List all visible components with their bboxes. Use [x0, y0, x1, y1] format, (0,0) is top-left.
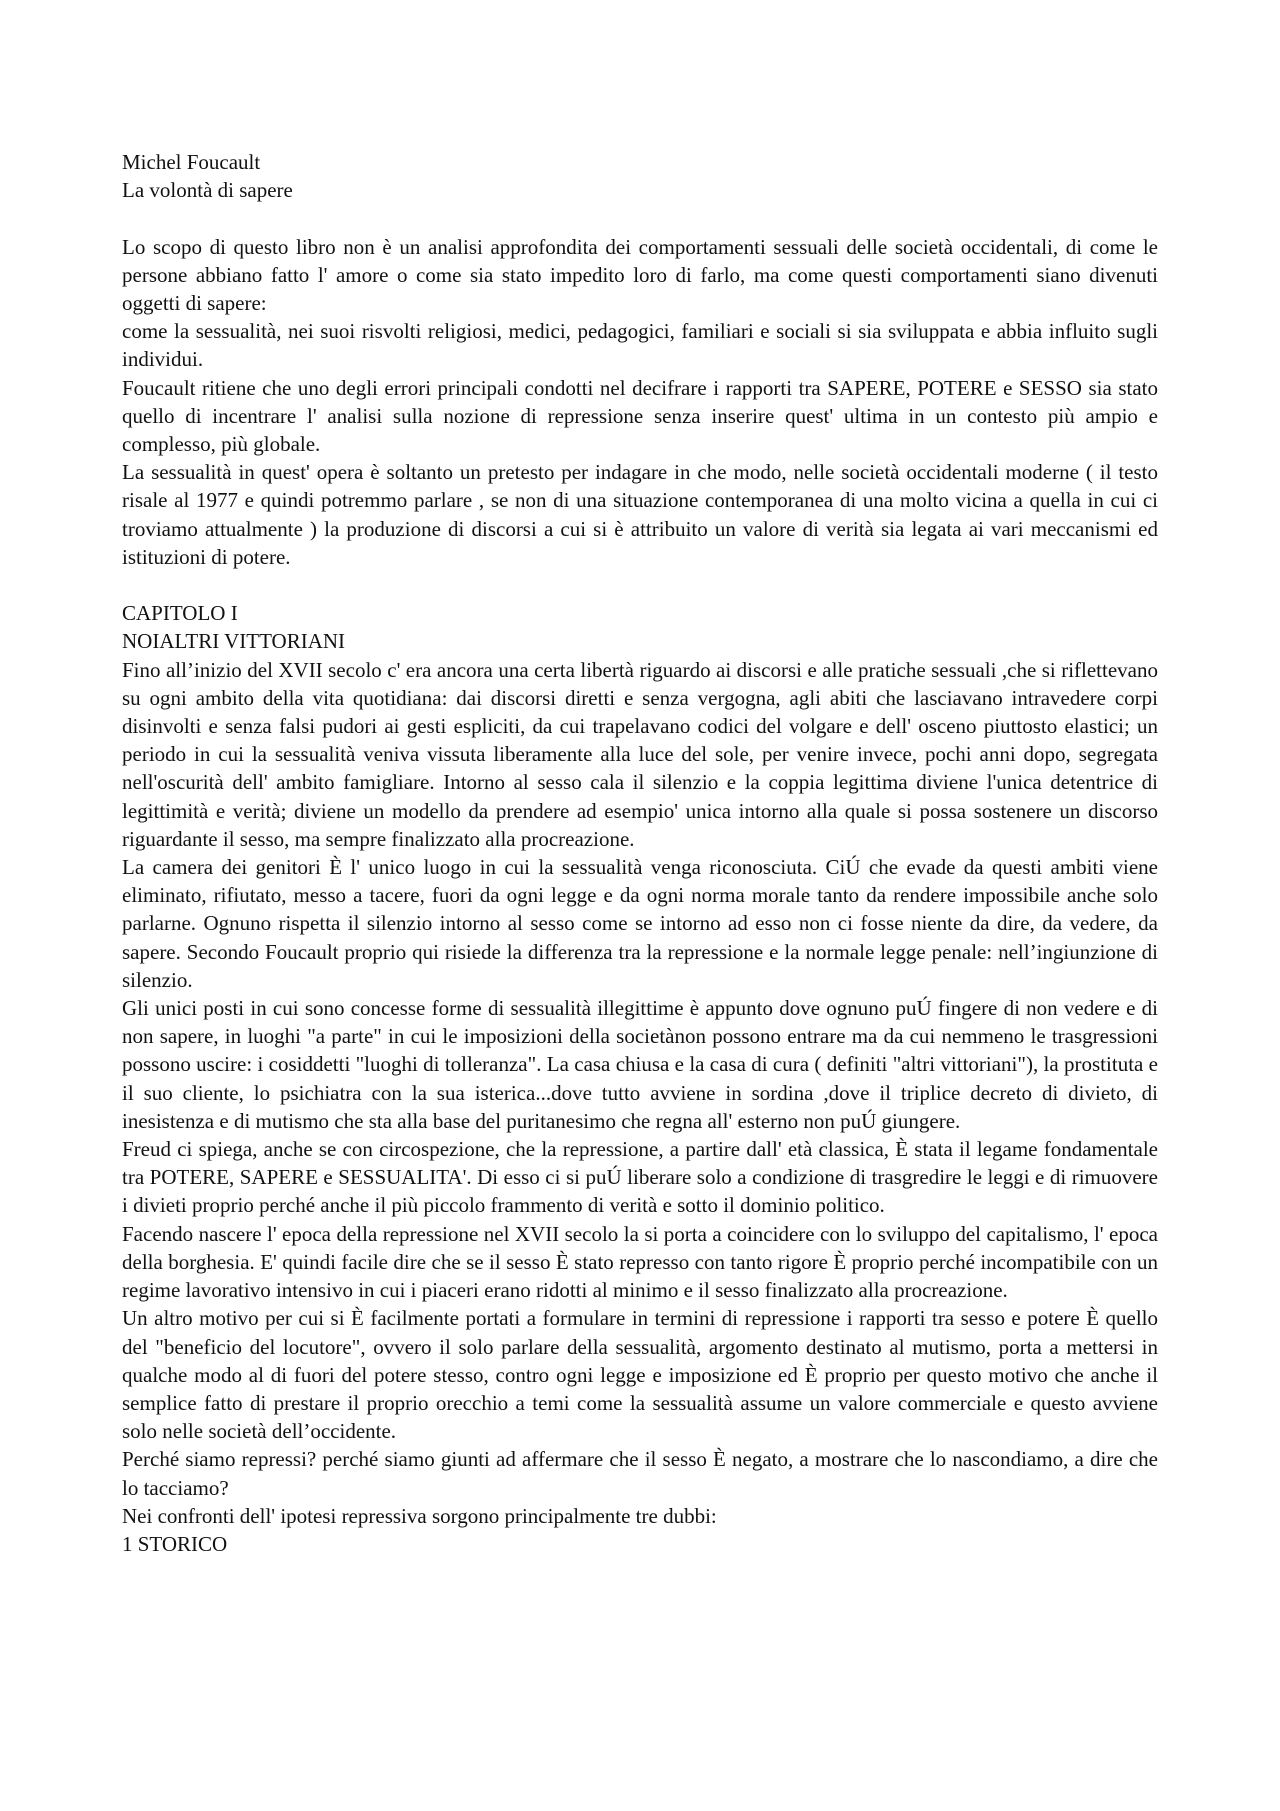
- blank-line: [122, 571, 1158, 599]
- document-page: [122, 148, 1158, 1558]
- list-item: 1 STORICO: [122, 1531, 228, 1556]
- chapter-paragraph-7: Perché siamo repressi? perché siamo giunti ad affermare che il sesso È negato, a mostrare che lo nascondiamo, a dire che lo tacciamo?: [122, 1447, 1158, 1500]
- chapter-paragraph-1: Fino all’inizio del XVII secolo c' era ancora una certa libertà riguardo ai discorsi e alle pratiche sessuali ,che si riflettevano su ogni ambito della vita quotidiana: dai discorsi diretti e senza vergogna, agli abiti che lasciavano intravedere corpi disinvolti e senza falsi pudori ai gesti espliciti, da cui trapelavano codici del volgare e dell' osceno piuttosto elastici; un periodo in cui la sessualità veniva vissuta liberamente alla luce del sole, per venire invece, pochi anni dopo, segregata nell'oscurità dell' ambito famigliare. Intorno al sesso cala il silenzio e la coppia legittima diviene l'unica detentrice di legittimità e verità; diviene un modello da prendere ad esempio' unica intorno alla quale si possa sostenere un discorso riguardante il sesso, ma sempre finalizzato alla procreazione.: [122, 657, 1158, 851]
- intro-paragraph-3: Foucault ritiene che uno degli errori principali condotti nel decifrare i rapporti tra SAPERE, POTERE e SESSO sia stato quello di incentrare l' analisi sulla nozione di repressione senza inserire quest' ultima in un contesto più ampio e complesso, più globale.: [122, 375, 1158, 457]
- book-title: La volontà di sapere: [122, 178, 293, 203]
- chapter-paragraph-4: Freud ci spiega, anche se con circospezione, che la repressione, a partire dall' età classica, È stata il legame fondamentale tra POTERE, SAPERE e SESSUALITA'. Di esso ci si puÚ liberare solo a condizione di trasgredire le leggi e di rimuovere i divieti proprio perché anche il più piccolo frammento di verità e sotto il dominio politico.: [122, 1137, 1158, 1218]
- chapter-section: [122, 599, 1158, 1558]
- chapter-paragraph-2: La camera dei genitori È l' unico luogo in cui la sessualità venga riconosciuta. CiÚ che evade da questi ambiti viene eliminato, rifiutato, messo a tacere, fuori da ogni legge e da ogni norma morale tanto da rendere impossibile anche solo parlarne. Ognuno rispetta il silenzio intorno al sesso come se intorno ad esso non ci fosse niente da dire, da vedere, da sapere. Secondo Foucault proprio qui risiede la differenza tra la repressione e la normale legge penale: nell’ingiunzione di silenzio.: [122, 855, 1158, 992]
- closing-line: Nei confronti dell' ipotesi repressiva sorgono principalmente tre dubbi:: [122, 1503, 717, 1528]
- chapter-title: NOIALTRI VITTORIANI: [122, 629, 346, 654]
- intro-paragraph-1: Lo scopo di questo libro non è un analisi approfondita dei comportamenti sessuali delle società occidentali, di come le persone abbiano fatto l' amore o come sia stato impedito loro di farlo, ma come questi comportamenti siano divenuti oggetti di sapere:: [122, 234, 1158, 315]
- intro-section: [122, 233, 1158, 571]
- intro-paragraph-2: come la sessualità, nei suoi risvolti religiosi, medici, pedagogici, familiari e sociali si sia sviluppata e abbia influito sugli individui.: [122, 319, 1158, 372]
- intro-paragraph-4: La sessualità in quest' opera è soltanto un pretesto per indagare in che modo, nelle società occidentali moderne ( il testo risale al 1977 e quindi potremmo parlare , se non di una situazione contemporanea di una molto vicina a quella in cui ci troviamo attualmente ) la produzione di discorsi a cui si è attribuito un valore di verità sia legata ai vari meccanismi ed istituzioni di potere.: [122, 460, 1158, 569]
- chapter-number: CAPITOLO I: [122, 601, 238, 626]
- blank-line: [122, 204, 1158, 232]
- chapter-paragraph-5: Facendo nascere l' epoca della repressione nel XVII secolo la si porta a coincidere con lo sviluppo del capitalismo, l' epoca della borghesia. E' quindi facile dire che se il sesso È stato represso con tanto rigore È proprio perché incompatibile con un regime lavorativo intensivo in cui i piaceri erano ridotti al minimo e il sesso finalizzato alla procreazione.: [122, 1221, 1158, 1303]
- chapter-paragraph-6: Un altro motivo per cui si È facilmente portati a formulare in termini di repressione i rapporti tra sesso e potere È quello del "beneficio del locutore", ovvero il solo parlare della sessualità, argomento destinato al mutismo, porta a mettersi in qualche modo al di fuori del potere stesso, contro ogni legge e imposizione ed È proprio per questo motivo che anche il semplice fatto di prestare il proprio orecchio a temi come la sessualità assume un valore commerciale e questo avviene solo nelle società dell’occidente.: [122, 1306, 1158, 1444]
- author-name: Michel Foucault: [122, 150, 261, 174]
- chapter-paragraph-3: Gli unici posti in cui sono concesse forme di sessualità illegittime è appunto dove ognuno puÚ fingere di non vedere e di non sapere, in luoghi "a parte" in cui le imposizioni della societànon possono entrare ma da cui nemmeno le trasgressioni possono uscire: i cosiddetti "luoghi di tolleranza". La casa chiusa e la casa di cura ( definiti "altri vittoriani"), la prostituta e il suo cliente, lo psichiatra con la sua isterica...dove tutto avviene in sordina ,dove il triplice decreto di divieto, di inesistenza e di mutismo che sta alla base del puritanesimo che regna all' esterno non puÚ giungere.: [122, 996, 1158, 1133]
